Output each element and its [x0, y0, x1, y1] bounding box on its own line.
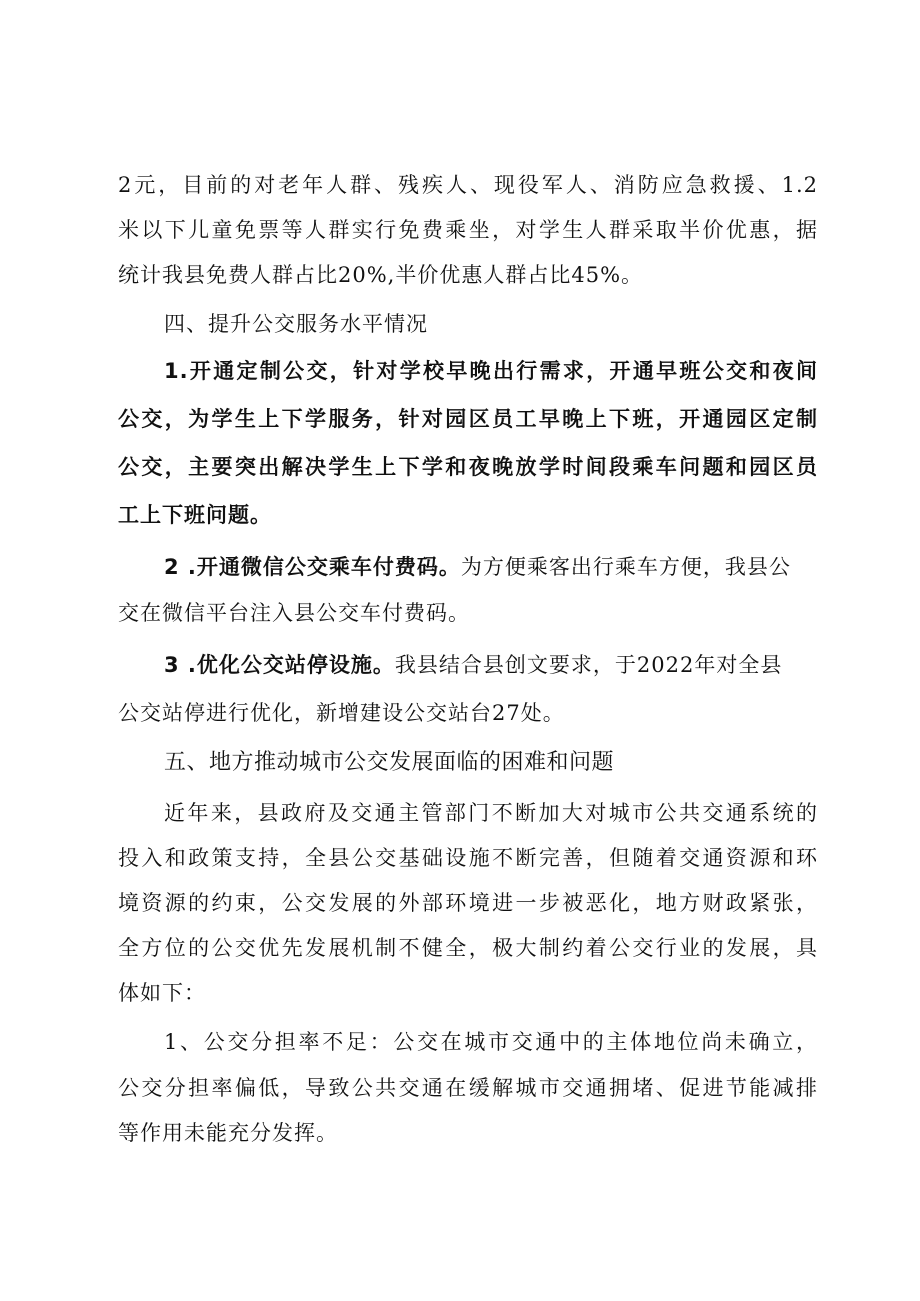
problem-1-line: 公交分担率偏低，导致公共交通在缓解城市交通拥堵、促进节能减排 — [118, 1076, 818, 1100]
paragraph-line: 统计我县免费人群占比20%,半价优惠人群占比45%。 — [118, 263, 644, 287]
paragraph-line: 全方位的公交优先发展机制不健全，极大制约着公交行业的发展，具 — [118, 936, 818, 960]
item-3-text: 我县结合县创文要求，于2022年对全县 — [394, 653, 783, 677]
item-2-text: 为方便乘客出行乘车方便，我县公 — [460, 555, 791, 579]
item-3-line — [164, 650, 818, 680]
item-1-line: 公交，为学生上下学服务，针对园区员工早晚上下班，开通园区定制 — [118, 407, 818, 431]
paragraph-line: 近年来，县政府及交通主管部门不断加大对城市公共交通系统的 — [164, 801, 818, 825]
section-4-title: 四、提升公交服务水平情况 — [164, 312, 428, 336]
item-1-line: 1.开通定制公交，针对学校早晚出行需求，开通早班公交和夜间 — [164, 359, 818, 383]
paragraph-line: 体如下： — [118, 981, 206, 1005]
item-2-line: 交在微信平台注入县公交车付费码。 — [118, 601, 470, 625]
paragraph-line: 投入和政策支持，全县公交基础设施不断完善，但随着交通资源和环 — [118, 846, 818, 870]
paragraph-line: 境资源的约束，公交发展的外部环境进一步被恶化，地方财政紧张， — [118, 891, 818, 915]
item-3-heading: 3 .优化公交站停设施。 — [164, 653, 395, 677]
section-5-title: 五、地方推动城市公交发展面临的困难和问题 — [164, 750, 615, 775]
item-1-line: 公交，主要突出解决学生上下学和夜晚放学时间段乘车问题和园区员 — [118, 455, 818, 479]
problem-1-line: 1、公交分担率不足：公交在城市交通中的主体地位尚未确立， — [164, 1030, 818, 1054]
item-3-line: 公交站停进行优化，新增建设公交站台27处。 — [118, 701, 565, 725]
item-1-line: 工上下班问题。 — [118, 503, 272, 527]
item-2-line — [164, 552, 818, 582]
paragraph-line: 米以下儿童免票等人群实行免费乘坐，对学生人群采取半价优惠，据 — [118, 218, 818, 242]
item-2-heading: 2 .开通微信公交乘车付费码。 — [164, 555, 461, 579]
problem-1-line: 等作用未能充分发挥。 — [118, 1121, 338, 1145]
paragraph-line: 2元，目前的对老年人群、残疾人、现役军人、消防应急救援、1.2 — [118, 173, 818, 197]
